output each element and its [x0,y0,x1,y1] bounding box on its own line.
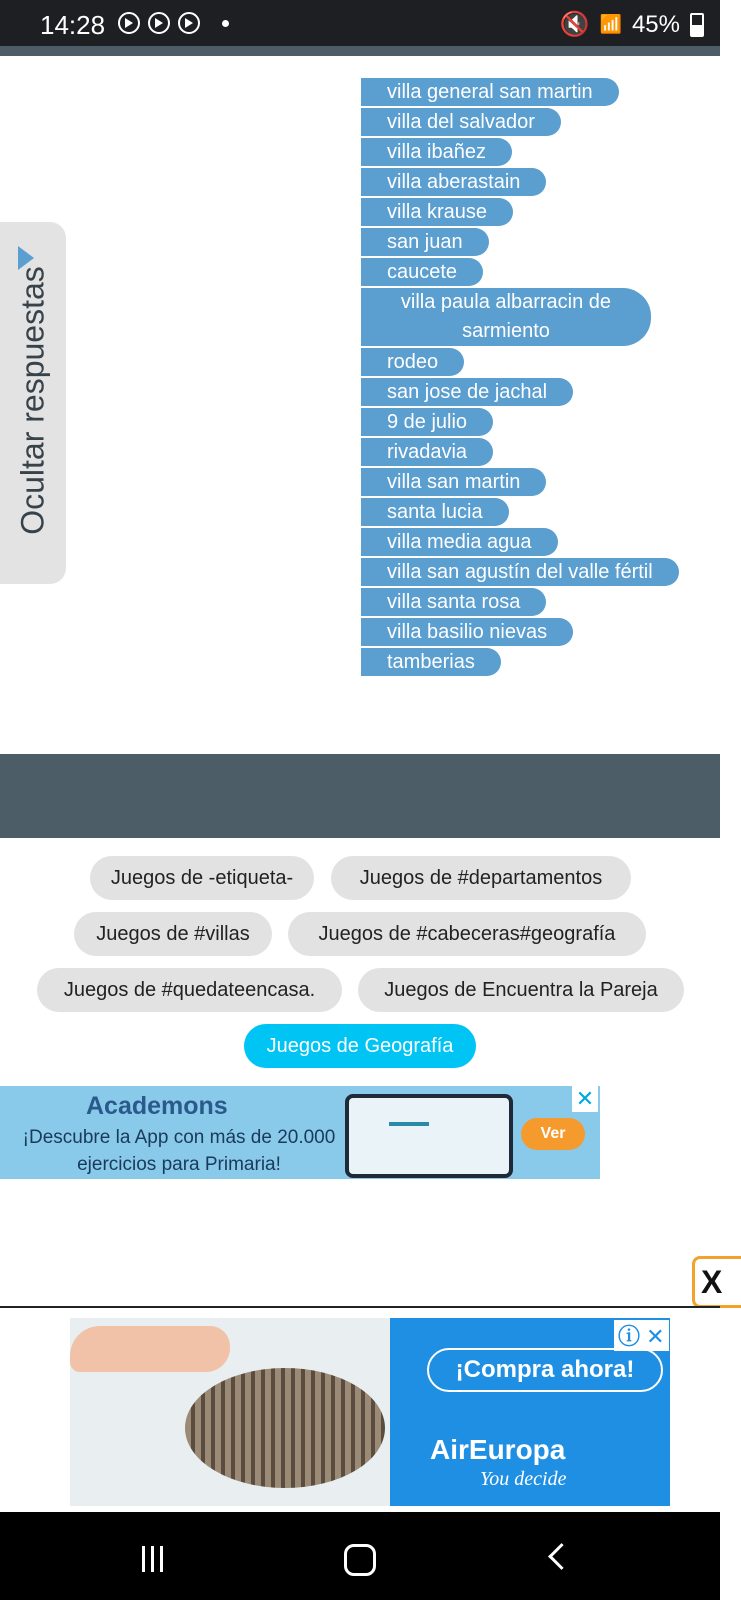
right-term[interactable]: caucete [361,258,483,286]
tag-link[interactable]: Juegos de Encuentra la Pareja [358,968,684,1012]
notification-icon [118,12,140,34]
tag-link-active[interactable]: Juegos de Geografía [244,1024,476,1068]
right-term[interactable]: san juan [361,228,489,256]
battery-icon [690,13,704,37]
close-icon[interactable]: ✕ [572,1086,598,1112]
hide-answers-label: Ocultar respuestas [14,266,51,535]
notification-icon [148,12,170,34]
ad-ver-button[interactable]: Ver [521,1118,585,1150]
hand-image [70,1326,230,1372]
right-term[interactable]: villa san agustín del valle fértil [361,558,679,586]
academons-ad[interactable] [0,1086,600,1179]
aireuropa-ad[interactable] [70,1318,670,1506]
status-right [560,10,704,39]
right-term[interactable]: villa santa rosa [361,588,546,616]
ad-choices-icon[interactable]: ⓘ ✕ [614,1320,669,1351]
notification-icon [178,12,200,34]
ad-image-area [70,1318,390,1506]
battery-percent: 45% [631,10,680,38]
header-bar [0,46,720,56]
close-ad-button[interactable]: X [692,1256,741,1308]
tag-link[interactable]: Juegos de #departamentos [331,856,631,900]
section-divider [0,754,720,838]
back-icon[interactable] [548,1543,575,1570]
tag-link[interactable]: Juegos de #villas [74,912,272,956]
right-term[interactable]: villa general san martin [361,78,619,106]
divider [0,1306,720,1308]
status-bar [0,0,720,46]
notification-icons [118,12,229,34]
ad-brand: Academons [86,1092,228,1120]
more-notifications-icon [222,20,229,27]
wifi-icon: 📶 [599,14,622,34]
mute-icon: 🔇 [559,11,590,38]
right-term[interactable]: 9 de julio [361,408,493,436]
home-icon[interactable] [344,1544,376,1576]
right-term[interactable]: villa media agua [361,528,558,556]
right-term[interactable]: villa krause [361,198,513,226]
right-term[interactable]: villa basilio nievas [361,618,573,646]
navigation-bar [0,1512,720,1600]
tag-link[interactable]: Juegos de #cabeceras#geografía [288,912,646,956]
right-term[interactable]: rodeo [361,348,464,376]
tag-link[interactable]: Juegos de -etiqueta- [90,856,314,900]
right-term[interactable]: villa aberastain [361,168,546,196]
right-term[interactable]: villa san martin [361,468,546,496]
right-term[interactable]: villa ibañez [361,138,512,166]
right-term[interactable]: rivadavia [361,438,493,466]
recents-icon[interactable] [142,1546,166,1572]
ad-brand: AirEuropa [430,1434,566,1465]
right-term[interactable]: tamberias [361,648,501,676]
phone-screen-line [389,1122,429,1126]
hide-answers-tab[interactable] [0,222,66,584]
ad-tagline: You decide [480,1468,567,1490]
ad-text: ¡Descubre la App con más de 20.000 ejercicios para Primaria! [22,1127,336,1175]
right-term[interactable]: villa paula albarracin de sarmiento [361,288,651,346]
buy-now-button[interactable]: ¡Compra ahora! [427,1348,663,1392]
status-time: 14:28 [40,10,106,40]
right-term[interactable]: villa del salvador [361,108,561,136]
phone-image [345,1094,513,1178]
right-term[interactable]: san jose de jachal [361,378,573,406]
right-term[interactable]: santa lucia [361,498,509,526]
tag-link[interactable]: Juegos de #quedateencasa. [37,968,342,1012]
colosseum-image [185,1368,385,1488]
